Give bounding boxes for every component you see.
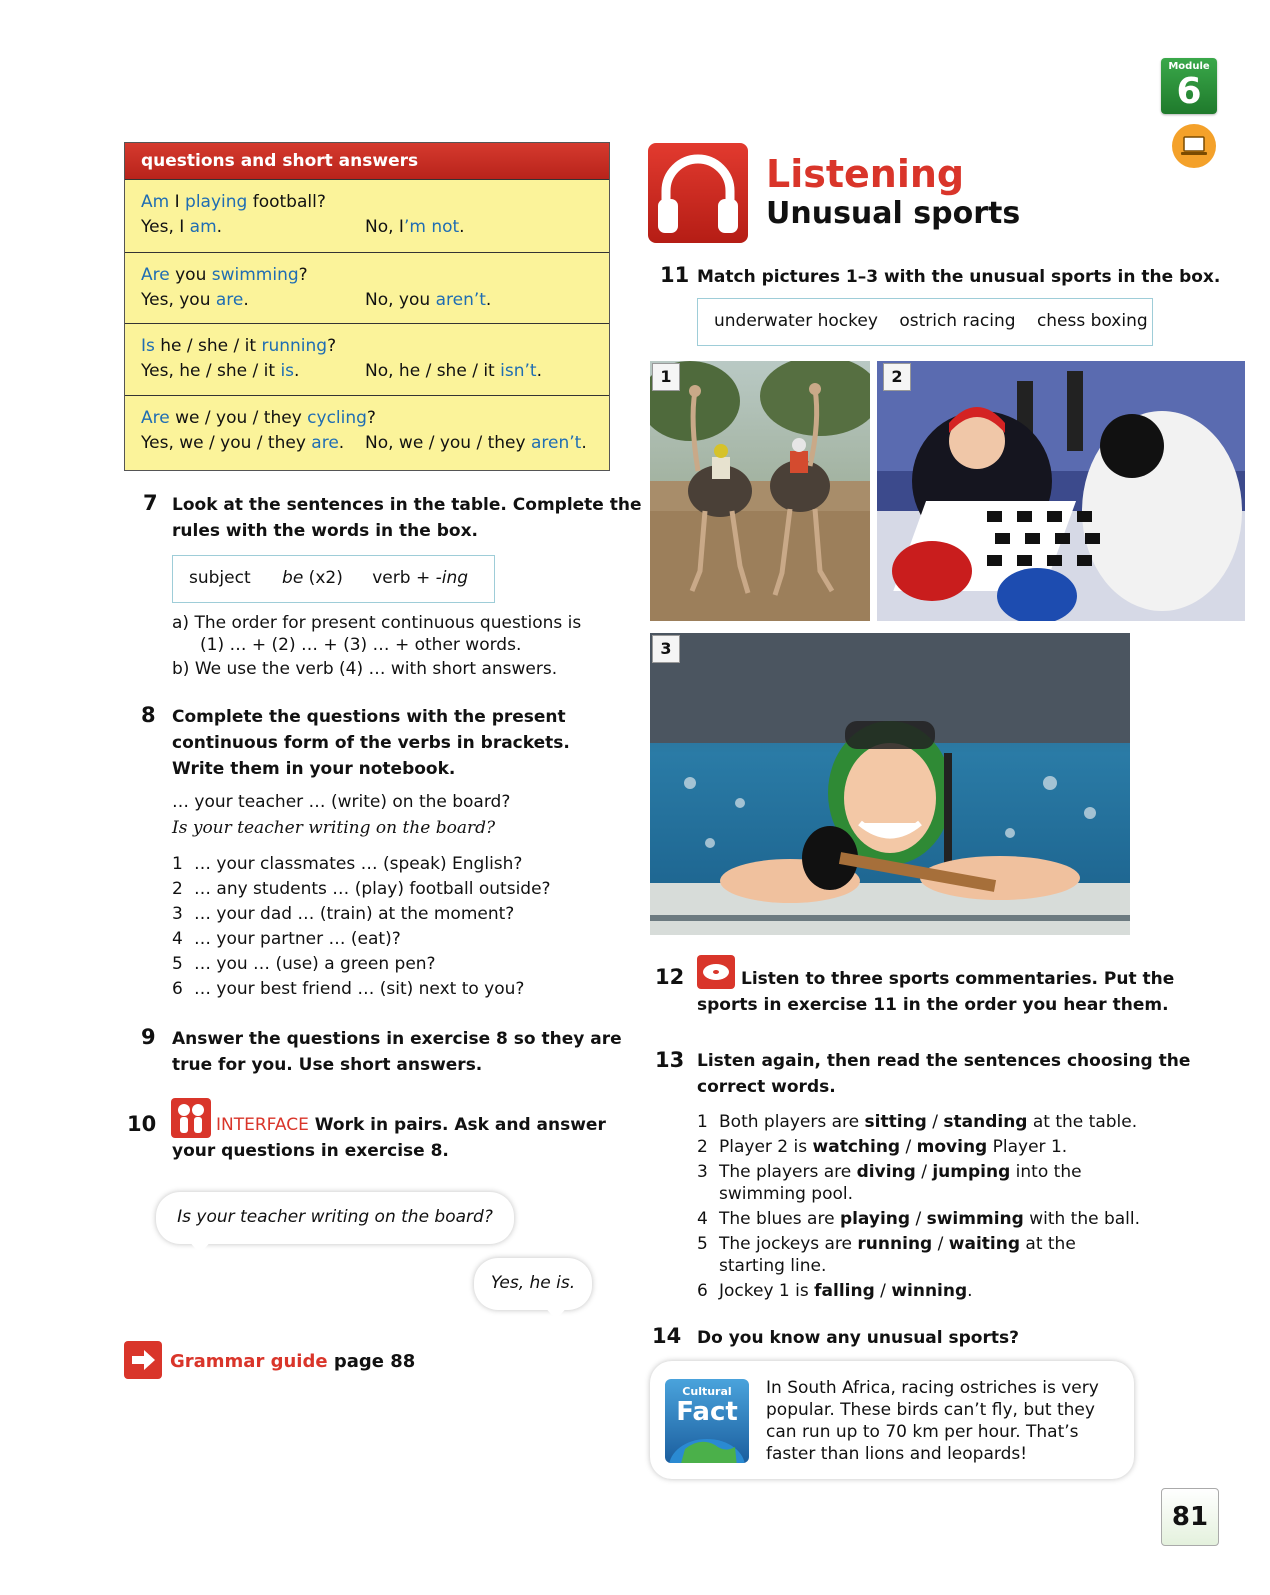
grammar-yes-verb: are [311, 433, 339, 453]
photo-chess-boxing [877, 361, 1245, 621]
headphones-icon [648, 143, 748, 243]
item-text: The players are [719, 1162, 857, 1182]
grammar-q-subject: I [169, 192, 186, 212]
badge-top-text: Cultural [682, 1385, 732, 1398]
exercise-8-title-line: Complete the questions with the present [172, 707, 566, 727]
item-number: 2 [172, 879, 183, 899]
module-number: 6 [1176, 71, 1202, 112]
exercise-7-word-box [172, 555, 495, 603]
exercise-9-title-line: Answer the questions in exercise 8 so they are [172, 1029, 622, 1049]
list-item [172, 902, 551, 927]
grammar-yes-verb: is [280, 361, 295, 381]
exercise-7-title [172, 492, 642, 544]
item-text: swimming pool. [719, 1184, 854, 1204]
cultural-fact-text [766, 1377, 1099, 1465]
exercise-9-number: 9 [141, 1025, 156, 1049]
grammar-yes-verb: am [189, 217, 217, 237]
grammar-no: No, I [365, 217, 404, 237]
exercise-13-title-line: Listen again, then read the sentences choosing the [697, 1051, 1191, 1071]
exercise-10-title-line: Work in pairs. Ask and answer [308, 1115, 606, 1135]
exercise-7-rules [172, 611, 612, 682]
photo-number: 1 [652, 363, 680, 391]
item-number: 6 [697, 1281, 708, 1301]
speech-bubble-answer: Yes, he is. [474, 1258, 592, 1310]
grammar-q-aux: Are [141, 408, 170, 428]
grammar-no-end: . [536, 361, 542, 381]
option-a: watching [812, 1137, 901, 1157]
item-text: Player 2 is [719, 1137, 813, 1157]
module-label: Module [1168, 61, 1210, 72]
grammar-yes: Yes, we / you / they [141, 433, 312, 453]
grammar-no-verb: aren’t [435, 290, 486, 310]
item-text: . [967, 1281, 973, 1301]
interface-label: INTERFACE [216, 1115, 309, 1135]
exercise-8-title-line: Write them in your notebook. [172, 759, 456, 779]
list-item [172, 952, 551, 977]
exercise-7-title-line: rules with the words in the box. [172, 521, 479, 541]
grammar-no-end: . [459, 217, 465, 237]
item-number: 1 [172, 854, 183, 874]
item-text: with the ball. [1023, 1209, 1141, 1229]
grammar-q-end: ? [366, 408, 376, 428]
exercise-10-title [172, 1112, 606, 1164]
section-subtitle: Unusual sports [766, 196, 1021, 231]
arrow-right-icon [124, 1341, 162, 1379]
grammar-yes-end: . [216, 217, 223, 237]
exercise-12-number: 12 [655, 965, 685, 989]
badge-main-text: Fact [676, 1397, 738, 1427]
grammar-row [125, 252, 609, 323]
item-text: into the [1010, 1162, 1082, 1182]
exercise-8-example-answer: Is your teacher writing on the board? [172, 818, 496, 838]
item-number: 5 [697, 1234, 708, 1254]
item-text: at the [1020, 1234, 1076, 1254]
photo-ostrich-racing [650, 361, 870, 621]
grammar-q-aux: Is [141, 336, 155, 356]
list-item: 3 The players are diving / jumping into the [697, 1160, 1140, 1185]
photo-number: 2 [883, 363, 911, 391]
grammar-q-verb: swimming [211, 265, 299, 285]
grammar-row [125, 179, 609, 252]
grammar-no: No, we / you / they [365, 433, 531, 453]
grammar-q-subject: you [169, 265, 212, 285]
list-item: 4 The blues are playing / swimming with the ball. [697, 1207, 1140, 1232]
item-number: 3 [697, 1162, 708, 1182]
option-b: waiting [948, 1234, 1020, 1254]
exercise-9-title-line: true for you. Use short answers. [172, 1055, 483, 1075]
grammar-yes: Yes, you [141, 290, 216, 310]
item-text: … any students … (play) football outside? [194, 879, 551, 899]
grammar-q-end: ? [327, 336, 337, 356]
page-number: 81 [1161, 1488, 1219, 1546]
item-number: 4 [697, 1209, 708, 1229]
option-a: falling [814, 1281, 875, 1301]
grammar-q-subject: he / she / it [154, 336, 262, 356]
rule-text: We use the verb (4) … with short answers. [194, 659, 558, 679]
item-text: … your partner … (eat)? [194, 929, 401, 949]
option-b: swimming [926, 1209, 1024, 1229]
bubble-tail [188, 1240, 212, 1254]
grammar-guide-label: Grammar guide [170, 1351, 328, 1372]
globe-icon [665, 1427, 749, 1463]
cultural-fact-badge [665, 1379, 749, 1463]
item-text: starting line. [719, 1256, 827, 1276]
rule-text: The order for present continuous questions is [194, 613, 582, 633]
exercise-7-title-line: Look at the sentences in the table. Complete the [172, 495, 642, 515]
item-number: 3 [172, 904, 183, 924]
exercise-14-number: 14 [652, 1324, 682, 1348]
option-a: playing [839, 1209, 911, 1229]
grammar-yes-verb: are [215, 290, 244, 310]
grammar-row [125, 395, 609, 470]
exercise-11-title: Match pictures 1–3 with the unusual sports in the box. [697, 267, 1221, 287]
grammar-no-verb: ’m not [403, 217, 460, 237]
grammar-q-verb: running [261, 336, 328, 356]
option-b: standing [943, 1112, 1028, 1132]
exercise-12-title [697, 966, 1174, 1018]
fact-line: In South Africa, racing ostriches is very [766, 1378, 1099, 1398]
option-b: jumping [932, 1162, 1011, 1182]
rule-label: a) [172, 613, 190, 633]
grammar-yes-end: . [243, 290, 249, 310]
word-box-item: ostrich racing [899, 311, 1016, 331]
item-text: at the table. [1027, 1112, 1138, 1132]
item-text: The jockeys are [719, 1234, 858, 1254]
exercise-8-number: 8 [141, 703, 156, 727]
option-b: winning [891, 1281, 968, 1301]
grammar-table [124, 142, 610, 471]
grammar-no: No, you [365, 290, 436, 310]
item-text: … your best friend … (sit) next to you? [194, 979, 525, 999]
exercise-12-title-line: sports in exercise 11 in the order you hear them. [697, 995, 1169, 1015]
word-box-item: -ing [435, 568, 469, 588]
grammar-no-end: . [581, 433, 587, 453]
item-number: 6 [172, 979, 183, 999]
option-a: diving [856, 1162, 916, 1182]
item-number: 2 [697, 1137, 708, 1157]
list-item [172, 977, 551, 1002]
grammar-q-subject: we / you / they [169, 408, 308, 428]
grammar-yes: Yes, I [141, 217, 190, 237]
list-item [172, 927, 551, 952]
exercise-8-title [172, 704, 570, 782]
grammar-q-aux: Are [141, 265, 170, 285]
grammar-yes: Yes, he / she / it [141, 361, 281, 381]
exercise-13-title [697, 1048, 1190, 1100]
option-a: sitting [864, 1112, 927, 1132]
exercise-13-number: 13 [655, 1048, 685, 1072]
item-text: … your dad … (train) at the moment? [194, 904, 515, 924]
item-text: Jockey 1 is [719, 1281, 815, 1301]
list-item: 1 Both players are sitting / standing at the table. [697, 1110, 1140, 1135]
item-text: The blues are [719, 1209, 840, 1229]
photo-number: 3 [652, 635, 680, 663]
exercise-8-list [172, 852, 551, 1002]
photo-underwater-hockey [650, 633, 1130, 935]
grammar-no-verb: isn’t [500, 361, 537, 381]
grammar-table-title: questions and short answers [125, 143, 609, 179]
grammar-no-verb: aren’t [530, 433, 582, 453]
word-box-item: subject [189, 568, 251, 588]
grammar-q-verb: cycling [307, 408, 367, 428]
grammar-q-end: ? [298, 265, 308, 285]
word-box-item: (x2) [303, 568, 343, 588]
module-badge [1161, 58, 1217, 114]
exercise-9-title [172, 1026, 622, 1078]
grammar-guide-link[interactable] [170, 1351, 415, 1372]
exercise-7-number: 7 [143, 491, 158, 515]
section-title: Listening [766, 152, 965, 196]
exercise-11-number: 11 [660, 263, 690, 287]
list-item: 6 Jockey 1 is falling / winning. [697, 1279, 1140, 1304]
fact-line: can run up to 70 km per hour. That’s [766, 1422, 1079, 1442]
rule-text: (1) … + (2) … + (3) … + other words. [200, 635, 522, 655]
exercise-8-example: … your teacher … (write) on the board? [172, 792, 511, 812]
exercise-10-title-line: your questions in exercise 8. [172, 1141, 449, 1161]
grammar-q-end: football? [247, 192, 326, 212]
item-text: Player 1. [987, 1137, 1068, 1157]
exercise-8-title-line: continuous form of the verbs in brackets. [172, 733, 570, 753]
grammar-yes-end: . [294, 361, 300, 381]
word-box-item: be [282, 568, 304, 588]
fact-line: faster than lions and leopards! [766, 1444, 1028, 1464]
speech-bubble-question: Is your teacher writing on the board? [156, 1192, 514, 1244]
list-item: 2 Player 2 is watching / moving Player 1. [697, 1135, 1140, 1160]
grammar-no-end: . [485, 290, 492, 310]
list-item: 5 The jockeys are running / waiting at the [697, 1232, 1140, 1257]
list-item [172, 852, 551, 877]
exercise-13-list [697, 1110, 1140, 1304]
item-text: … you … (use) a green pen? [194, 954, 436, 974]
item-number: 5 [172, 954, 183, 974]
grammar-row [125, 323, 609, 395]
rule-label: b) [172, 659, 190, 679]
exercise-14-title: Do you know any unusual sports? [697, 1328, 1019, 1348]
bubble-tail [544, 1306, 568, 1320]
option-a: running [857, 1234, 933, 1254]
item-number: 1 [697, 1112, 708, 1132]
grammar-guide-page: page 88 [333, 1351, 416, 1372]
exercise-10-number: 10 [127, 1112, 157, 1136]
grammar-q-aux: Am [141, 192, 170, 212]
fact-line: popular. These birds can’t fly, but they [766, 1400, 1095, 1420]
list-item [172, 877, 551, 902]
word-box-item: verb + [372, 568, 436, 588]
grammar-yes-end: . [338, 433, 345, 453]
item-number: 4 [172, 929, 183, 949]
grammar-q-verb: playing [185, 192, 248, 212]
grammar-no: No, he / she / it [365, 361, 501, 381]
word-box-item: chess boxing [1036, 311, 1148, 331]
option-b: moving [916, 1137, 988, 1157]
item-text: … your classmates … (speak) English? [194, 854, 523, 874]
exercise-12-title-line: Listen to three sports commentaries. Put the [741, 969, 1175, 989]
item-text: Both players are [719, 1112, 865, 1132]
exercise-11-word-box [697, 298, 1153, 346]
exercise-13-title-line: correct words. [697, 1077, 836, 1097]
laptop-icon[interactable] [1172, 124, 1216, 168]
word-box-item: underwater hockey [714, 311, 878, 331]
